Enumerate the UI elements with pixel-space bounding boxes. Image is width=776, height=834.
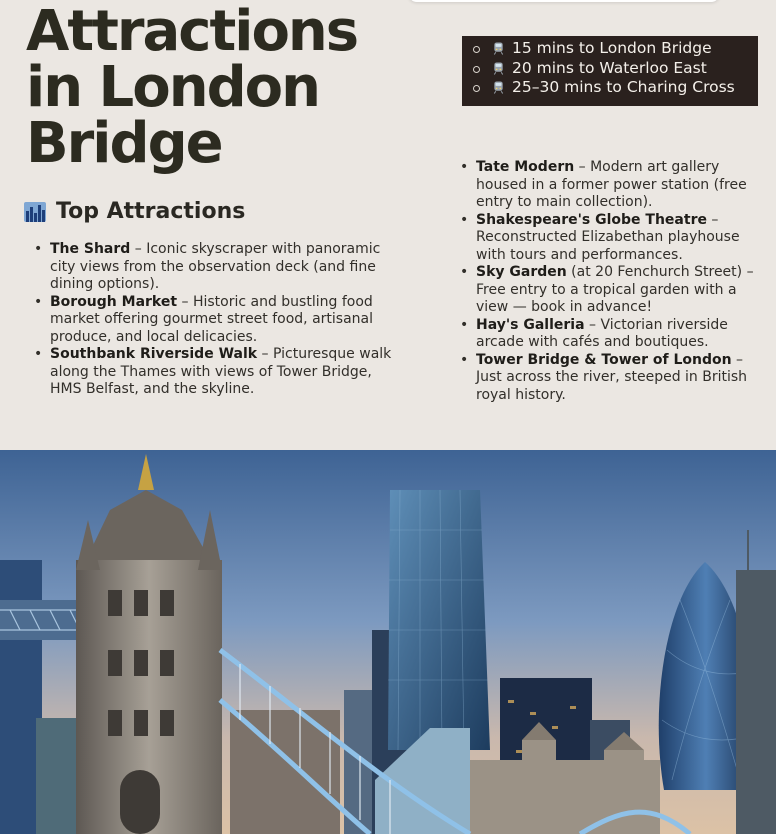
attraction-name: Sky Garden (476, 264, 567, 280)
attraction-desc: – Victorian riverside arcade with cafés and boutiques. (476, 316, 728, 350)
attraction-desc: – Picturesque walk along the Thames with views of Tower Bridge, HMS Belfast, and the skyline. (50, 346, 392, 397)
tower-bridge-skyline-photo (0, 450, 776, 834)
attraction-desc: – Iconic skyscraper with panoramic city views from the observation deck (and fine dining options). (50, 241, 381, 292)
train-icon (492, 81, 505, 94)
transport-list (462, 39, 758, 98)
attractions-list-left (25, 241, 397, 399)
transport-item (462, 59, 758, 79)
attraction-desc: – Just across the river, steeped in British royal history. (476, 351, 748, 403)
list-item (25, 346, 397, 399)
transport-text: 20 mins to Waterloo East (512, 58, 707, 77)
list-item (25, 241, 397, 294)
attraction-name: Borough Market (50, 293, 178, 310)
page-title (26, 0, 426, 176)
title-line: Attractions (26, 0, 358, 64)
circle-bullet-icon (473, 85, 480, 92)
circle-bullet-icon (473, 46, 480, 53)
attraction-name: Tate Modern (476, 159, 575, 175)
transport-item (462, 39, 758, 59)
train-icon (492, 42, 505, 55)
list-item (451, 317, 761, 352)
attraction-name: Shakespeare's Globe Theatre (476, 211, 707, 228)
top-overlay-pill (408, 0, 720, 2)
attraction-name: The Shard (50, 241, 131, 257)
attraction-name: Southbank Riverside Walk (50, 346, 258, 362)
transport-text: 15 mins to London Bridge (512, 39, 712, 57)
list-item (451, 159, 761, 212)
section-heading-text: Top Attractions (56, 199, 246, 224)
attraction-name: Tower Bridge & Tower of London (476, 351, 732, 368)
list-item (451, 212, 761, 265)
train-icon (492, 62, 505, 75)
attraction-name: Hay's Galleria (476, 316, 585, 333)
title-line: in London (26, 55, 320, 120)
list-item (25, 294, 397, 347)
title-line: Bridge (26, 111, 222, 176)
transport-item (462, 78, 758, 98)
attraction-desc: – Reconstructed Elizabethan playhouse with tours and performances. (476, 211, 740, 263)
list-item (451, 264, 761, 317)
list-item (451, 352, 761, 405)
section-heading (24, 198, 245, 226)
cityscape-icon (24, 202, 46, 222)
attraction-desc: (at 20 Fenchurch Street) – Free entry to a tropical garden with a view — book in advance! (476, 264, 754, 315)
attraction-desc: – Modern art gallery housed in a former power station (free entry to main collection). (476, 159, 747, 210)
attraction-desc: – Historic and bustling food market offering gourmet street food, artisanal produce, and local delicacies. (50, 293, 374, 345)
transport-times-box (462, 36, 758, 106)
circle-bullet-icon (473, 66, 480, 73)
attractions-list-right (451, 159, 761, 404)
transport-text: 25–30 mins to Charing Cross (512, 78, 735, 96)
